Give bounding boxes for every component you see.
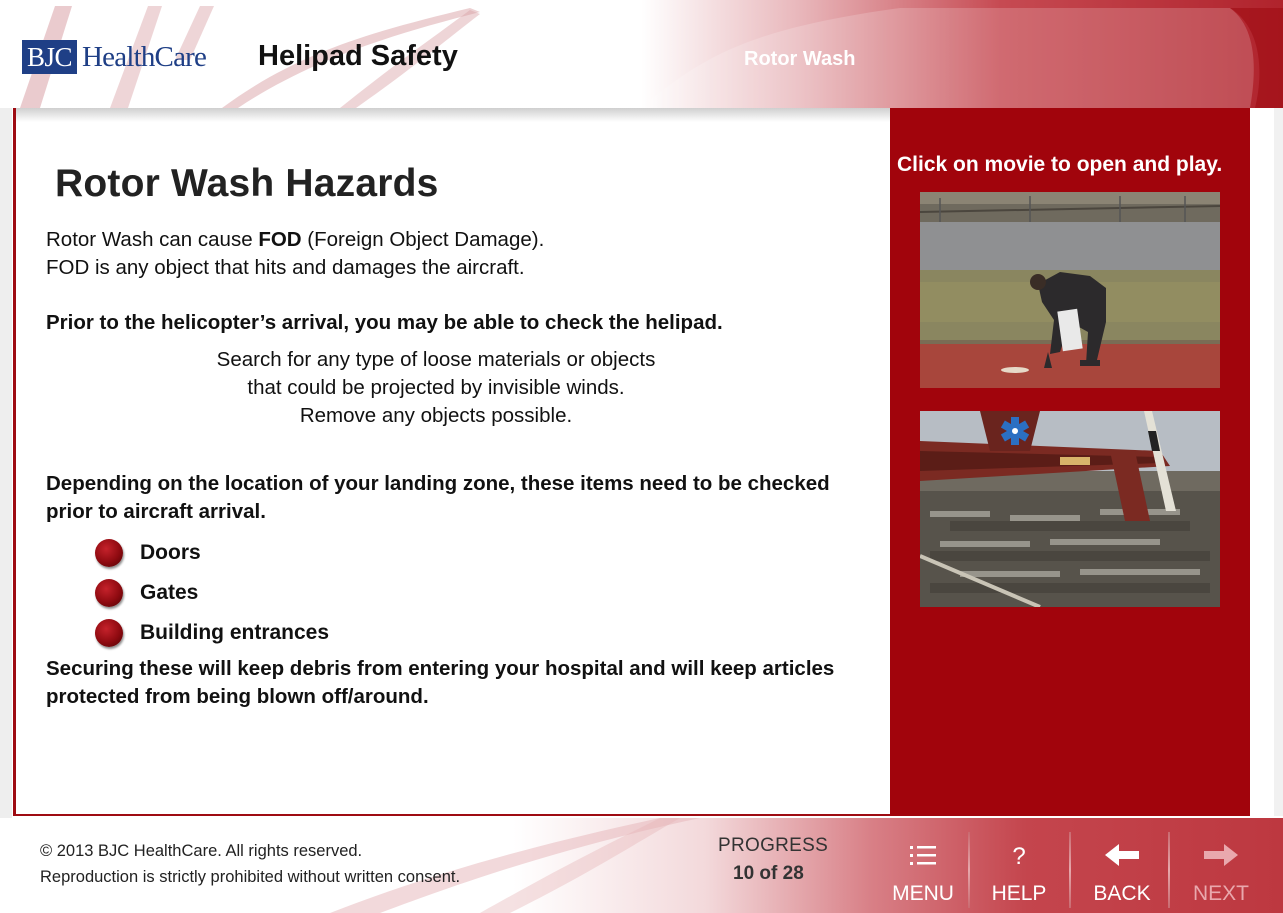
- search-line-2: that could be projected by invisible winds.: [247, 376, 625, 399]
- list-item: [95, 573, 329, 613]
- list-item-label: Doors: [140, 541, 201, 564]
- movie-hint: Click on movie to open and play.: [897, 153, 1223, 176]
- question-icon: ?: [1012, 843, 1026, 870]
- movie-still-helipad: [920, 192, 1220, 388]
- help-label: HELP: [991, 882, 1047, 905]
- progress-count: 10 of 28: [733, 863, 804, 884]
- header: [0, 0, 1283, 108]
- search-line-3: Remove any objects possible.: [299, 404, 573, 427]
- bjc-logo: [22, 40, 206, 74]
- list-item: [95, 613, 329, 653]
- movie-thumbnail-rotor-view[interactable]: [920, 411, 1220, 607]
- back-button[interactable]: [1073, 828, 1171, 910]
- movie-thumbnail-helipad-check[interactable]: [920, 192, 1220, 388]
- footer: [0, 818, 1283, 913]
- list-item-label: Building entrances: [140, 621, 330, 644]
- copyright-notice: Reproduction is strictly prohibited without written consent.: [40, 868, 461, 886]
- paragraph-securing: Securing these will keep debris from entering your hospital and will keep articles protected from being blown off/around.: [46, 657, 835, 708]
- back-label: BACK: [1093, 882, 1151, 905]
- search-line-1: Search for any type of loose materials or objects: [216, 348, 656, 371]
- right-scroll-edge: [1274, 108, 1283, 816]
- paragraph-fod-intro: [46, 226, 544, 282]
- fod-term: FOD: [258, 228, 302, 251]
- bullet-icon: [95, 619, 123, 647]
- copyright-line: © 2013 BJC HealthCare. All rights reserved.: [40, 842, 363, 860]
- movie-still-rotor: [920, 411, 1220, 607]
- fod-explanation-line: FOD is any object that hits and damages the aircraft.: [46, 256, 525, 279]
- next-label: NEXT: [1192, 882, 1249, 905]
- paragraph-landing-zone: Depending on the location of your landing zone, these items need to be checked prior to aircraft arrival.: [46, 472, 830, 523]
- paragraph-check-helipad: Prior to the helicopter’s arrival, you may be able to check the helipad.: [46, 311, 723, 334]
- menu-label: MENU: [892, 882, 954, 905]
- nav-divider: [1168, 832, 1170, 908]
- help-button[interactable]: [970, 828, 1068, 910]
- list-icon: [874, 844, 972, 874]
- arrow-left-icon: [1073, 844, 1171, 872]
- page-heading: Rotor Wash Hazards: [55, 162, 439, 205]
- logo-text: HealthCare: [82, 40, 207, 73]
- section-title: Rotor Wash: [744, 48, 856, 70]
- next-button[interactable]: [1172, 828, 1270, 910]
- bullet-icon: [95, 539, 123, 567]
- bullet-icon: [95, 579, 123, 607]
- right-margin: [1250, 108, 1274, 816]
- checklist: [95, 533, 329, 653]
- progress-label: PROGRESS: [718, 835, 829, 856]
- left-edge: [0, 108, 12, 818]
- copyright: [40, 838, 460, 890]
- arrow-right-icon: [1172, 844, 1270, 872]
- paragraph-search-instructions: [46, 346, 826, 430]
- content-shadow: [16, 108, 890, 122]
- course-title: Helipad Safety: [258, 40, 458, 72]
- list-item: [95, 533, 329, 573]
- list-item-label: Gates: [140, 581, 199, 604]
- fod-definition-line: [46, 226, 544, 254]
- nav-divider: [1069, 832, 1071, 908]
- menu-button[interactable]: [874, 828, 972, 910]
- logo-box: BJC: [22, 40, 77, 74]
- fod-line-text-end: (Foreign Object Damage).: [301, 228, 545, 251]
- fod-line-text: Rotor Wash can cause: [46, 228, 259, 251]
